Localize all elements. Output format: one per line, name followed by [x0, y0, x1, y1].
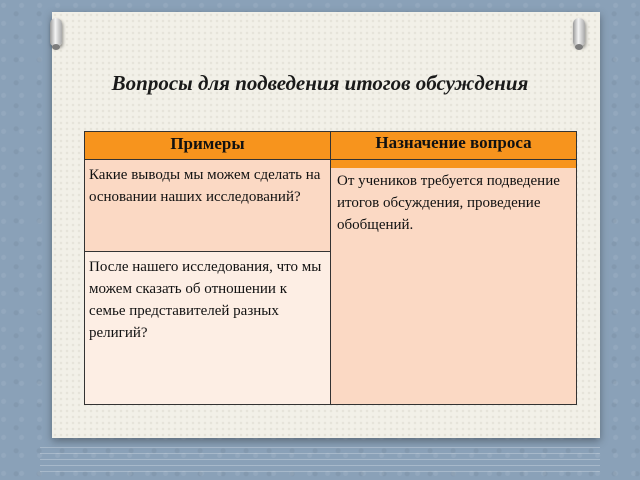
background-texture [40, 442, 600, 472]
example-cell-1: Какие выводы мы можем сделать на основании наших исследований? [85, 160, 331, 252]
pushpin-icon [573, 18, 585, 46]
slide-title: Вопросы для подведения итогов обсуждения [111, 71, 529, 95]
header-purpose: Назначение вопроса [331, 132, 576, 160]
example-cell-2: После нашего исследования, что мы можем сказать об отношении к семье представителей разных религий? [85, 252, 331, 404]
purpose-text: От учеников требуется подведение итогов обсуждения, проведение обобщений. [337, 173, 560, 233]
questions-table [84, 131, 577, 405]
header-examples: Примеры [85, 132, 331, 160]
pushpin-icon [50, 18, 62, 46]
purpose-cell [331, 160, 576, 404]
